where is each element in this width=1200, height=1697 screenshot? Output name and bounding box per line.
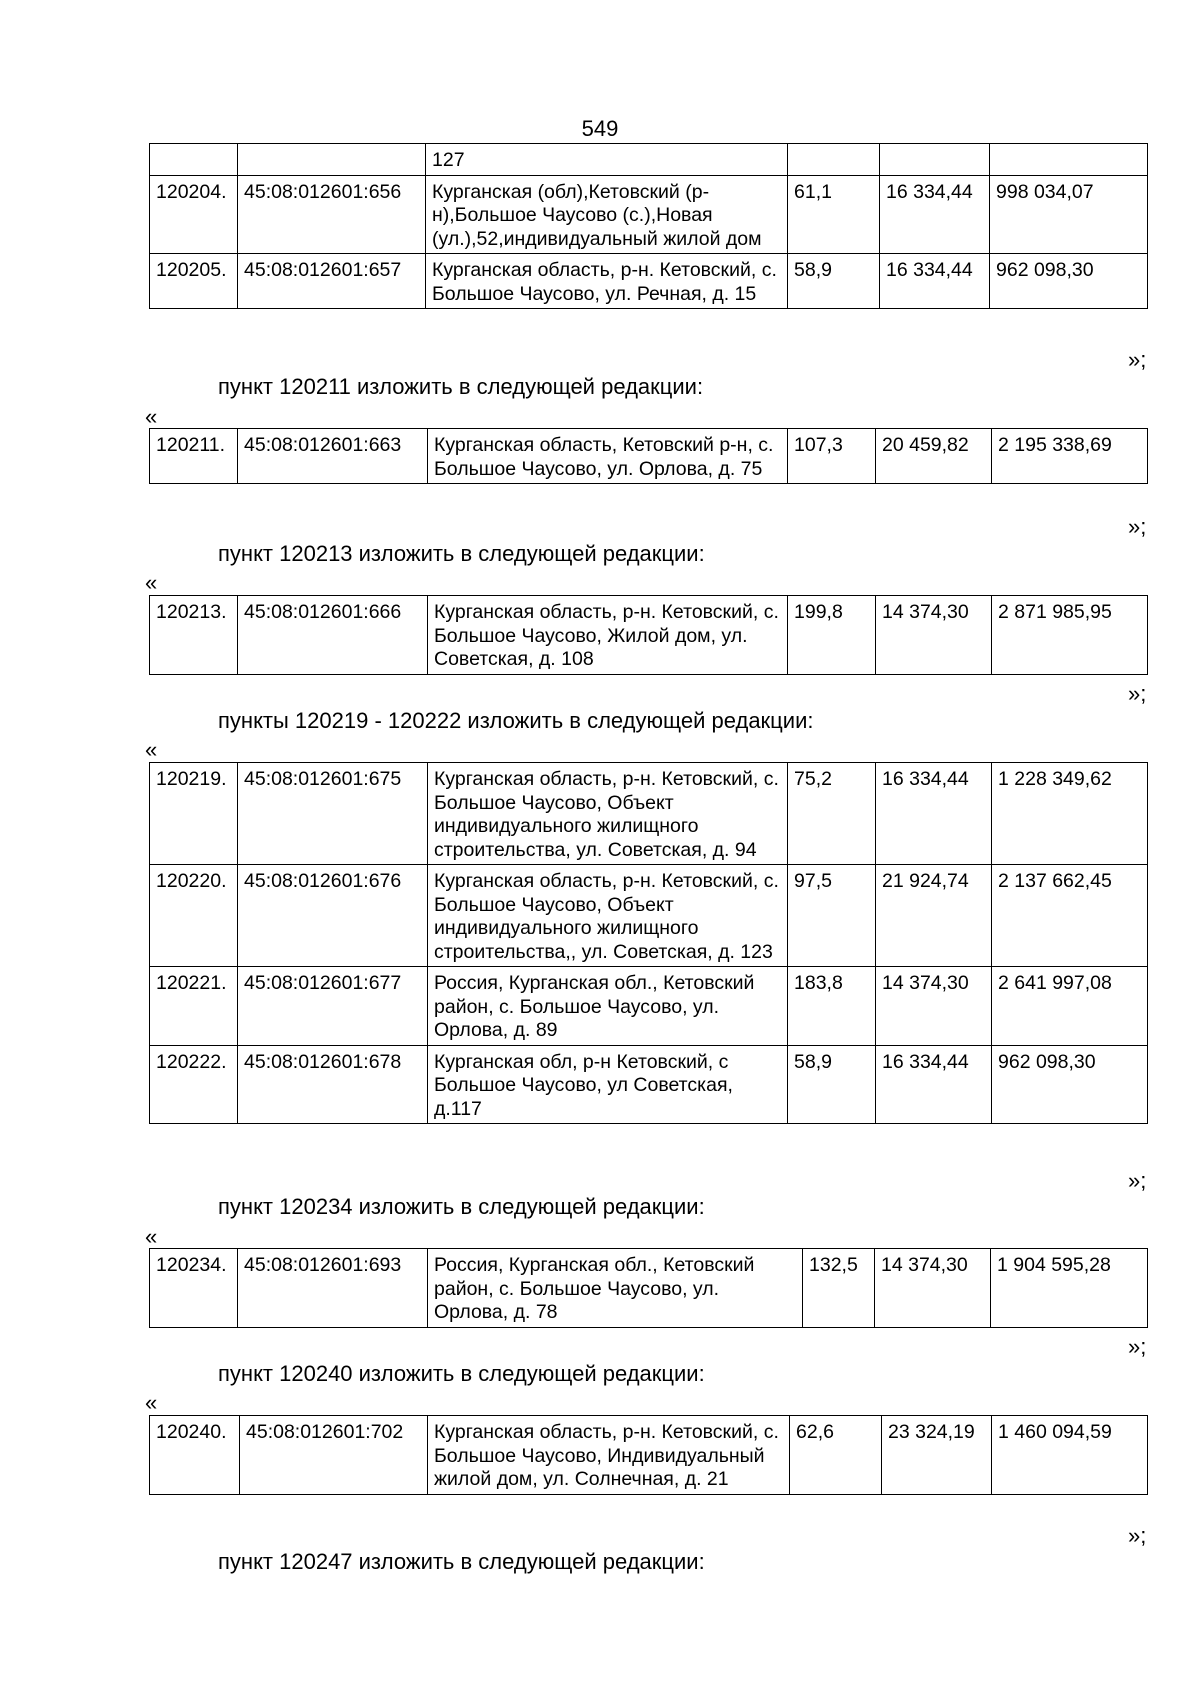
section-heading-120234: пункт 120234 изложить в следующей редакции: [218, 1194, 705, 1219]
area-cell: 199,8 [788, 596, 876, 675]
area-cell: 58,9 [788, 1045, 876, 1124]
specific-value-cell: 14 374,30 [876, 967, 992, 1046]
opening-quote: « [145, 570, 158, 595]
cadastral-value-cell: 998 034,07 [990, 175, 1148, 254]
registry-table-120234 [149, 1248, 1148, 1328]
cadastral-number-cell [238, 144, 426, 176]
specific-value-cell: 14 374,30 [876, 596, 992, 675]
specific-value-cell: 16 334,44 [880, 175, 990, 254]
address-cell: Курганская область, р-н. Кетовский, с. Большое Чаусово, Объект индивидуального жилищного строительства,, ул. Советская, д. 123 [428, 865, 788, 967]
cadastral-number-cell: 45:08:012601:657 [238, 254, 426, 309]
section-heading-120219-120222: пункты 120219 - 120222 изложить в следующей редакции: [218, 708, 814, 733]
specific-value-cell [880, 144, 990, 176]
item-number-cell: 120213. [150, 596, 238, 675]
area-cell: 61,1 [788, 175, 880, 254]
section-heading-120213: пункт 120213 изложить в следующей редакции: [218, 541, 705, 566]
specific-value-cell: 14 374,30 [875, 1249, 991, 1328]
registry-table-continued [149, 143, 1148, 309]
cadastral-number-cell: 45:08:012601:677 [238, 967, 428, 1046]
item-number-cell: 120211. [150, 429, 238, 484]
cadastral-value-cell: 2 641 997,08 [992, 967, 1148, 1046]
section-heading-120240: пункт 120240 изложить в следующей редакции: [218, 1361, 705, 1386]
area-cell [788, 144, 880, 176]
table-row [150, 175, 1148, 254]
area-cell: 75,2 [788, 763, 876, 865]
table-row [150, 1045, 1148, 1124]
table-row [150, 763, 1148, 865]
area-cell: 183,8 [788, 967, 876, 1046]
table-row [150, 596, 1148, 675]
cadastral-number-cell: 45:08:012601:676 [238, 865, 428, 967]
registry-table-120211 [149, 428, 1148, 484]
specific-value-cell: 16 334,44 [876, 1045, 992, 1124]
cadastral-number-cell: 45:08:012601:693 [238, 1249, 428, 1328]
closing-quote: »; [1128, 347, 1147, 372]
item-number-cell: 120240. [150, 1416, 240, 1495]
address-cell: Курганская обл, р-н Кетовский, с Большое Чаусово, ул Советская, д.117 [428, 1045, 788, 1124]
closing-quote: »; [1128, 1334, 1147, 1359]
area-cell: 58,9 [788, 254, 880, 309]
table-row [150, 967, 1148, 1046]
cadastral-value-cell: 1 460 094,59 [992, 1416, 1148, 1495]
table-row [150, 1416, 1148, 1495]
registry-table-120240 [149, 1415, 1148, 1495]
cadastral-number-cell: 45:08:012601:656 [238, 175, 426, 254]
closing-quote: »; [1128, 681, 1147, 706]
item-number-cell [150, 144, 238, 176]
cadastral-number-cell: 45:08:012601:678 [238, 1045, 428, 1124]
cadastral-number-cell: 45:08:012601:702 [240, 1416, 428, 1495]
closing-quote: »; [1128, 1523, 1147, 1548]
specific-value-cell: 20 459,82 [876, 429, 992, 484]
specific-value-cell: 16 334,44 [876, 763, 992, 865]
item-number-cell: 120220. [150, 865, 238, 967]
item-number-cell: 120204. [150, 175, 238, 254]
item-number-cell: 120219. [150, 763, 238, 865]
cadastral-value-cell: 962 098,30 [992, 1045, 1148, 1124]
item-number-cell: 120222. [150, 1045, 238, 1124]
address-cell: Курганская область, р-н. Кетовский, с. Большое Чаусово, Жилой дом, ул. Советская, д. 108 [428, 596, 788, 675]
table-row [150, 429, 1148, 484]
table-row [150, 865, 1148, 967]
cadastral-number-cell: 45:08:012601:663 [238, 429, 428, 484]
closing-quote: »; [1128, 1168, 1147, 1193]
area-cell: 62,6 [790, 1416, 882, 1495]
address-cell: Россия, Курганская обл., Кетовский район, с. Большое Чаусово, ул. Орлова, д. 78 [428, 1249, 803, 1328]
address-cell: Россия, Курганская обл., Кетовский район, с. Большое Чаусово, ул. Орлова, д. 89 [428, 967, 788, 1046]
area-cell: 97,5 [788, 865, 876, 967]
address-cell: Курганская область, Кетовский р-н, с. Большое Чаусово, ул. Орлова, д. 75 [428, 429, 788, 484]
cadastral-value-cell: 2 137 662,45 [992, 865, 1148, 967]
section-heading-120247: пункт 120247 изложить в следующей редакции: [218, 1549, 705, 1574]
opening-quote: « [145, 1224, 158, 1249]
address-cell: Курганская область, р-н. Кетовский, с. Большое Чаусово, Индивидуальный жилой дом, ул. Солнечная, д. 21 [428, 1416, 790, 1495]
page-number: 549 [581, 116, 619, 141]
cadastral-number-cell: 45:08:012601:666 [238, 596, 428, 675]
specific-value-cell: 23 324,19 [882, 1416, 992, 1495]
cadastral-value-cell: 1 228 349,62 [992, 763, 1148, 865]
cadastral-value-cell [990, 144, 1148, 176]
area-cell: 132,5 [803, 1249, 875, 1328]
address-cell: Курганская (обл),Кетовский (р-н),Большое Чаусово (с.),Новая (ул.),52,индивидуальный жилой дом [426, 175, 788, 254]
specific-value-cell: 21 924,74 [876, 865, 992, 967]
address-cell: Курганская область, р-н. Кетовский, с. Большое Чаусово, ул. Речная, д. 15 [426, 254, 788, 309]
cadastral-value-cell: 2 195 338,69 [992, 429, 1148, 484]
area-cell: 107,3 [788, 429, 876, 484]
opening-quote: « [145, 737, 158, 762]
item-number-cell: 120234. [150, 1249, 238, 1328]
opening-quote: « [145, 404, 158, 429]
item-number-cell: 120221. [150, 967, 238, 1046]
specific-value-cell: 16 334,44 [880, 254, 990, 309]
table-row [150, 254, 1148, 309]
registry-table-120213 [149, 595, 1148, 675]
table-row [150, 1249, 1148, 1328]
item-number-cell: 120205. [150, 254, 238, 309]
address-cell: 127 [426, 144, 788, 176]
closing-quote: »; [1128, 514, 1147, 539]
section-heading-120211: пункт 120211 изложить в следующей редакции: [218, 374, 704, 399]
opening-quote: « [145, 1390, 158, 1415]
table-row [150, 144, 1148, 176]
registry-table-120219-120222 [149, 762, 1148, 1124]
cadastral-number-cell: 45:08:012601:675 [238, 763, 428, 865]
address-cell: Курганская область, р-н. Кетовский, с. Большое Чаусово, Объект индивидуального жилищного строительства, ул. Советская, д. 94 [428, 763, 788, 865]
cadastral-value-cell: 962 098,30 [990, 254, 1148, 309]
cadastral-value-cell: 1 904 595,28 [991, 1249, 1148, 1328]
cadastral-value-cell: 2 871 985,95 [992, 596, 1148, 675]
